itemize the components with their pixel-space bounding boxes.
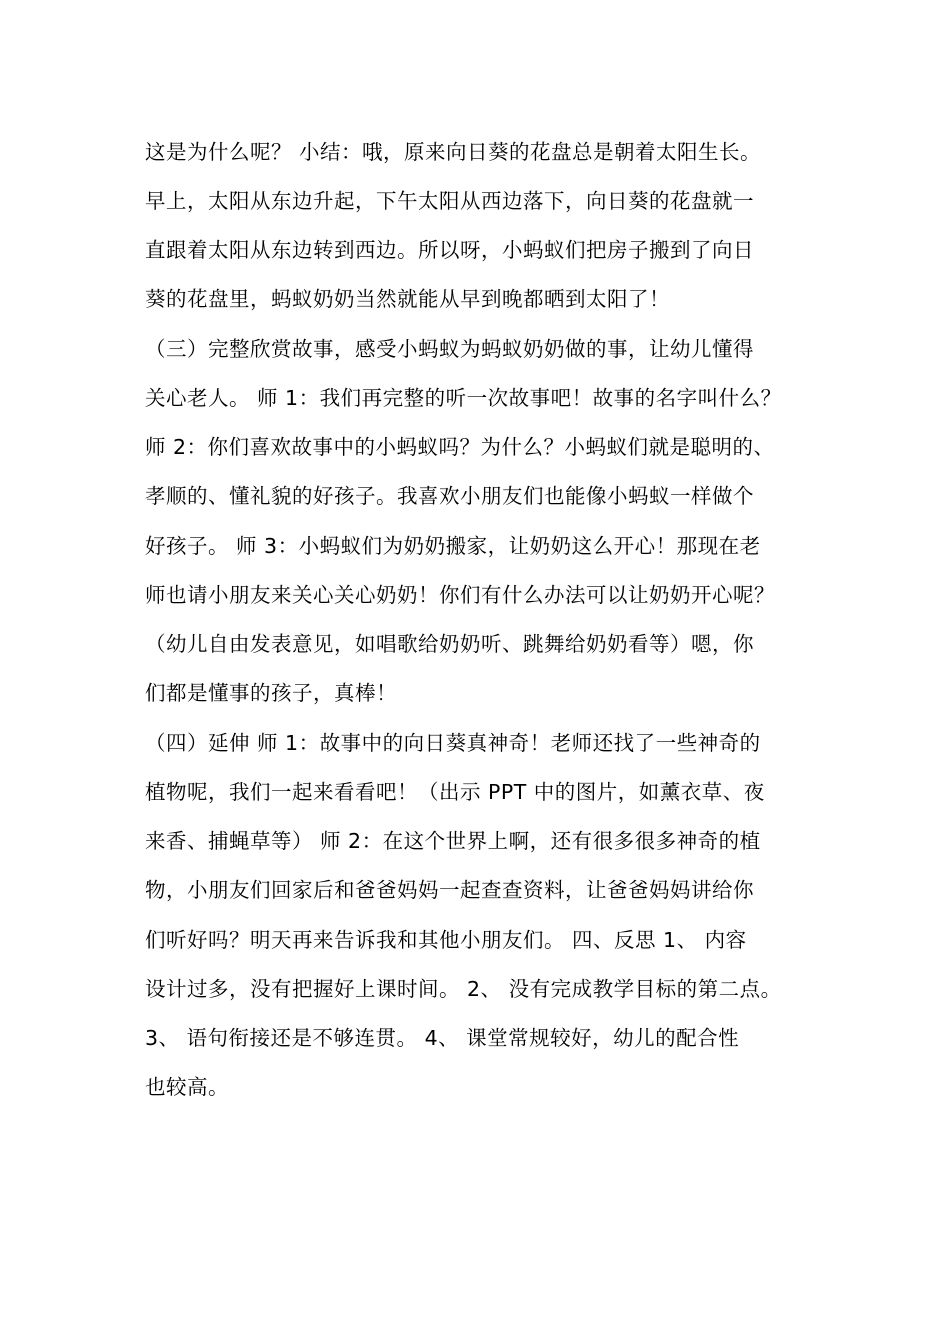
text-line: 们都是懂事的孩子，真棒！	[145, 681, 397, 705]
text-line: 们听好吗？明天再来告诉我和其他小朋友们。 四、反思 1、 内容	[145, 928, 747, 952]
text-line: 来香、捕蝇草等） 师 2：在这个世界上啊，还有很多很多神奇的植	[145, 829, 761, 853]
text-line: 这是为什么呢？ 小结：哦，原来向日葵的花盘总是朝着太阳生长。	[145, 140, 762, 164]
text-line: 师 2：你们喜欢故事中的小蚂蚁吗？为什么？小蚂蚁们就是聪明的、	[145, 435, 775, 459]
text-line: 葵的花盘里，蚂蚁奶奶当然就能从早到晚都晒到太阳了！	[145, 287, 670, 311]
text-line: 物，小朋友们回家后和爸爸妈妈一起查查资料，让爸爸妈妈讲给你	[145, 878, 754, 902]
text-line: 早上，太阳从东边升起，下午太阳从西边落下，向日葵的花盘就一	[145, 189, 754, 213]
text-line: 直跟着太阳从东边转到西边。所以呀，小蚂蚁们把房子搬到了向日	[145, 238, 754, 262]
text-line: 师也请小朋友来关心关心奶奶！你们有什么办法可以让奶奶开心呢？	[145, 583, 775, 607]
text-line: 好孩子。 师 3：小蚂蚁们为奶奶搬家，让奶奶这么开心！那现在老	[145, 534, 761, 558]
text-line: 孝顺的、懂礼貌的好孩子。我喜欢小朋友们也能像小蚂蚁一样做个	[145, 484, 754, 508]
text-line: 关心老人。 师 1：我们再完整的听一次故事吧！故事的名字叫什么？	[145, 386, 782, 410]
text-line: （三）完整欣赏故事，感受小蚂蚁为蚂蚁奶奶做的事，让幼儿懂得	[145, 337, 754, 361]
text-line: 也较高。	[145, 1075, 229, 1099]
text-line: 设计过多，没有把握好上课时间。 2、 没有完成教学目标的第二点。	[145, 977, 782, 1001]
text-line: （四）延伸 师 1：故事中的向日葵真神奇！老师还找了一些神奇的	[145, 731, 761, 755]
text-line: （幼儿自由发表意见，如唱歌给奶奶听、跳舞给奶奶看等）嗯，你	[145, 632, 754, 656]
text-line: 植物呢，我们一起来看看吧！（出示 PPT 中的图片，如薰衣草、夜	[145, 780, 765, 804]
text-line: 3、 语句衔接还是不够连贯。 4、 课堂常规较好，幼儿的配合性	[145, 1026, 740, 1050]
